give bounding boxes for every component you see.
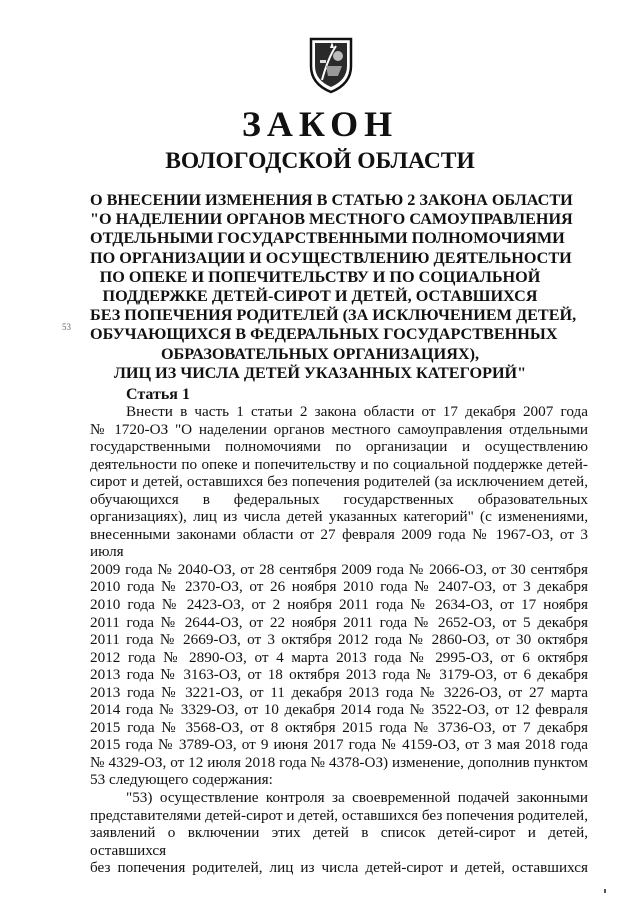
body-line: государственными полномочиями по организации и осуществлению	[90, 438, 588, 456]
body-line: внесенными законами области от 27 февраля 2009 года № 1967-ОЗ, от 3 июля	[90, 525, 588, 561]
scan-mark	[604, 889, 606, 893]
body-line: 2015 года № 3789-ОЗ, от 9 июня 2017 года № 4159-ОЗ, от 3 мая 2018 года	[90, 736, 588, 754]
body-line: 2010 года № 2370-ОЗ, от 26 ноября 2010 года № 2407-ОЗ, от 3 декабря	[90, 578, 588, 596]
subtitle-line: ПОДДЕРЖКЕ ДЕТЕЙ-СИРОТ И ДЕТЕЙ, ОСТАВШИХСЯ	[102, 287, 538, 306]
law-title: ЗАКОН	[241, 104, 399, 144]
body-line: 2013 года № 3163-ОЗ, от 18 октября 2013 года № 3179-ОЗ, от 6 декабря	[90, 666, 588, 684]
body-line: 2011 года № 2669-ОЗ, от 3 октября 2012 года № 2860-ОЗ, от 30 октября	[90, 631, 588, 649]
body-line: № 1720-ОЗ "О наделении органов местного самоуправления отдельными	[90, 420, 588, 438]
subtitle-line: О ВНЕСЕНИИ ИЗМЕНЕНИЯ В СТАТЬЮ 2 ЗАКОНА ОБЛАСТИ	[90, 191, 573, 209]
subtitle-line: ОБУЧАЮЩИХСЯ В ФЕДЕРАЛЬНЫХ ГОСУДАРСТВЕННЫХ	[90, 325, 558, 344]
subtitle-line: ПО ОПЕКЕ И ПОПЕЧИТЕЛЬСТВУ И ПО СОЦИАЛЬНОЙ	[99, 267, 541, 286]
vologda-coat-of-arms-icon	[308, 36, 354, 94]
law-subtitle	[90, 191, 577, 383]
body-line: 2013 года № 3221-ОЗ, от 11 декабря 2013 года № 3226-ОЗ, от 27 марта	[90, 683, 588, 701]
body-line: представителями детей-сирот и детей, оставшихся без попечения родителей,	[90, 806, 588, 824]
body-line: Внести в часть 1 статьи 2 закона области от 17 декабря 2007 года	[126, 403, 588, 420]
body-line: 2014 года № 3329-ОЗ, от 10 декабря 2014 года № 3522-ОЗ, от 12 февраля	[90, 701, 588, 719]
article-body	[90, 403, 588, 877]
body-line: обучающихся в федеральных государственных образовательных	[90, 490, 588, 508]
body-line: 53 следующего содержания:	[90, 771, 273, 789]
subtitle-line: ОБРАЗОВАТЕЛЬНЫХ ОРГАНИЗАЦИЯХ),	[160, 344, 480, 363]
body-line: без попечения родителей, лиц из числа детей-сирот и детей, оставшихся	[90, 859, 588, 877]
body-line: сирот и детей, оставшихся без попечения родителей (за исключением детей,	[90, 473, 588, 491]
article-heading: Статья 1	[126, 386, 190, 403]
body-line: 2011 года № 2644-ОЗ, от 22 ноября 2011 года № 2652-ОЗ, от 5 декабря	[90, 613, 588, 631]
body-line: № 4329-ОЗ, от 12 июля 2018 года № 4378-ОЗ) изменение, дополнив пунктом	[90, 753, 588, 771]
body-line: 2009 года № 2040-ОЗ, от 28 сентября 2009 года № 2066-ОЗ, от 30 сентября	[90, 560, 588, 578]
subtitle-line: ЛИЦ ИЗ ЧИСЛА ДЕТЕЙ УКАЗАННЫХ КАТЕГОРИЙ"	[113, 363, 527, 382]
subtitle-line: ОТДЕЛЬНЫМИ ГОСУДАРСТВЕННЫМИ ПОЛНОМОЧИЯМИ	[90, 229, 565, 248]
body-line: 2010 года № 2423-ОЗ, от 2 ноября 2011 года № 2634-ОЗ, от 17 ноября	[90, 596, 588, 614]
body-line: организациях), лиц из числа детей указанных категорий" (с изменениями,	[90, 508, 588, 526]
body-line: 2012 года № 2890-ОЗ, от 4 марта 2013 года № 2995-ОЗ, от 6 октября	[90, 648, 588, 666]
body-line: деятельности по опеке и попечительству и по социальной поддержке детей-	[90, 455, 588, 473]
subtitle-line: "О НАДЕЛЕНИИ ОРГАНОВ МЕСТНОГО САМОУПРАВЛЕНИЯ	[90, 210, 573, 229]
body-line: 2015 года № 3568-ОЗ, от 8 октября 2015 года № 3736-ОЗ, от 7 декабря	[90, 718, 588, 736]
subtitle-line: ПО ОРГАНИЗАЦИИ И ОСУЩЕСТВЛЕНИЮ ДЕЯТЕЛЬНОСТИ	[90, 248, 572, 267]
body-line: заявлений о включении этих детей в список детей-сирот и детей, оставшихся	[90, 824, 588, 859]
body-line: "53) осуществление контроля за своевременной подачей законными	[126, 789, 588, 807]
margin-note: 53	[62, 322, 71, 332]
subtitle-line: БЕЗ ПОПЕЧЕНИЯ РОДИТЕЛЕЙ (ЗА ИСКЛЮЧЕНИЕМ ДЕТЕЙ,	[90, 306, 577, 325]
region-title: ВОЛОГОДСКОЙ ОБЛАСТИ	[165, 148, 475, 174]
